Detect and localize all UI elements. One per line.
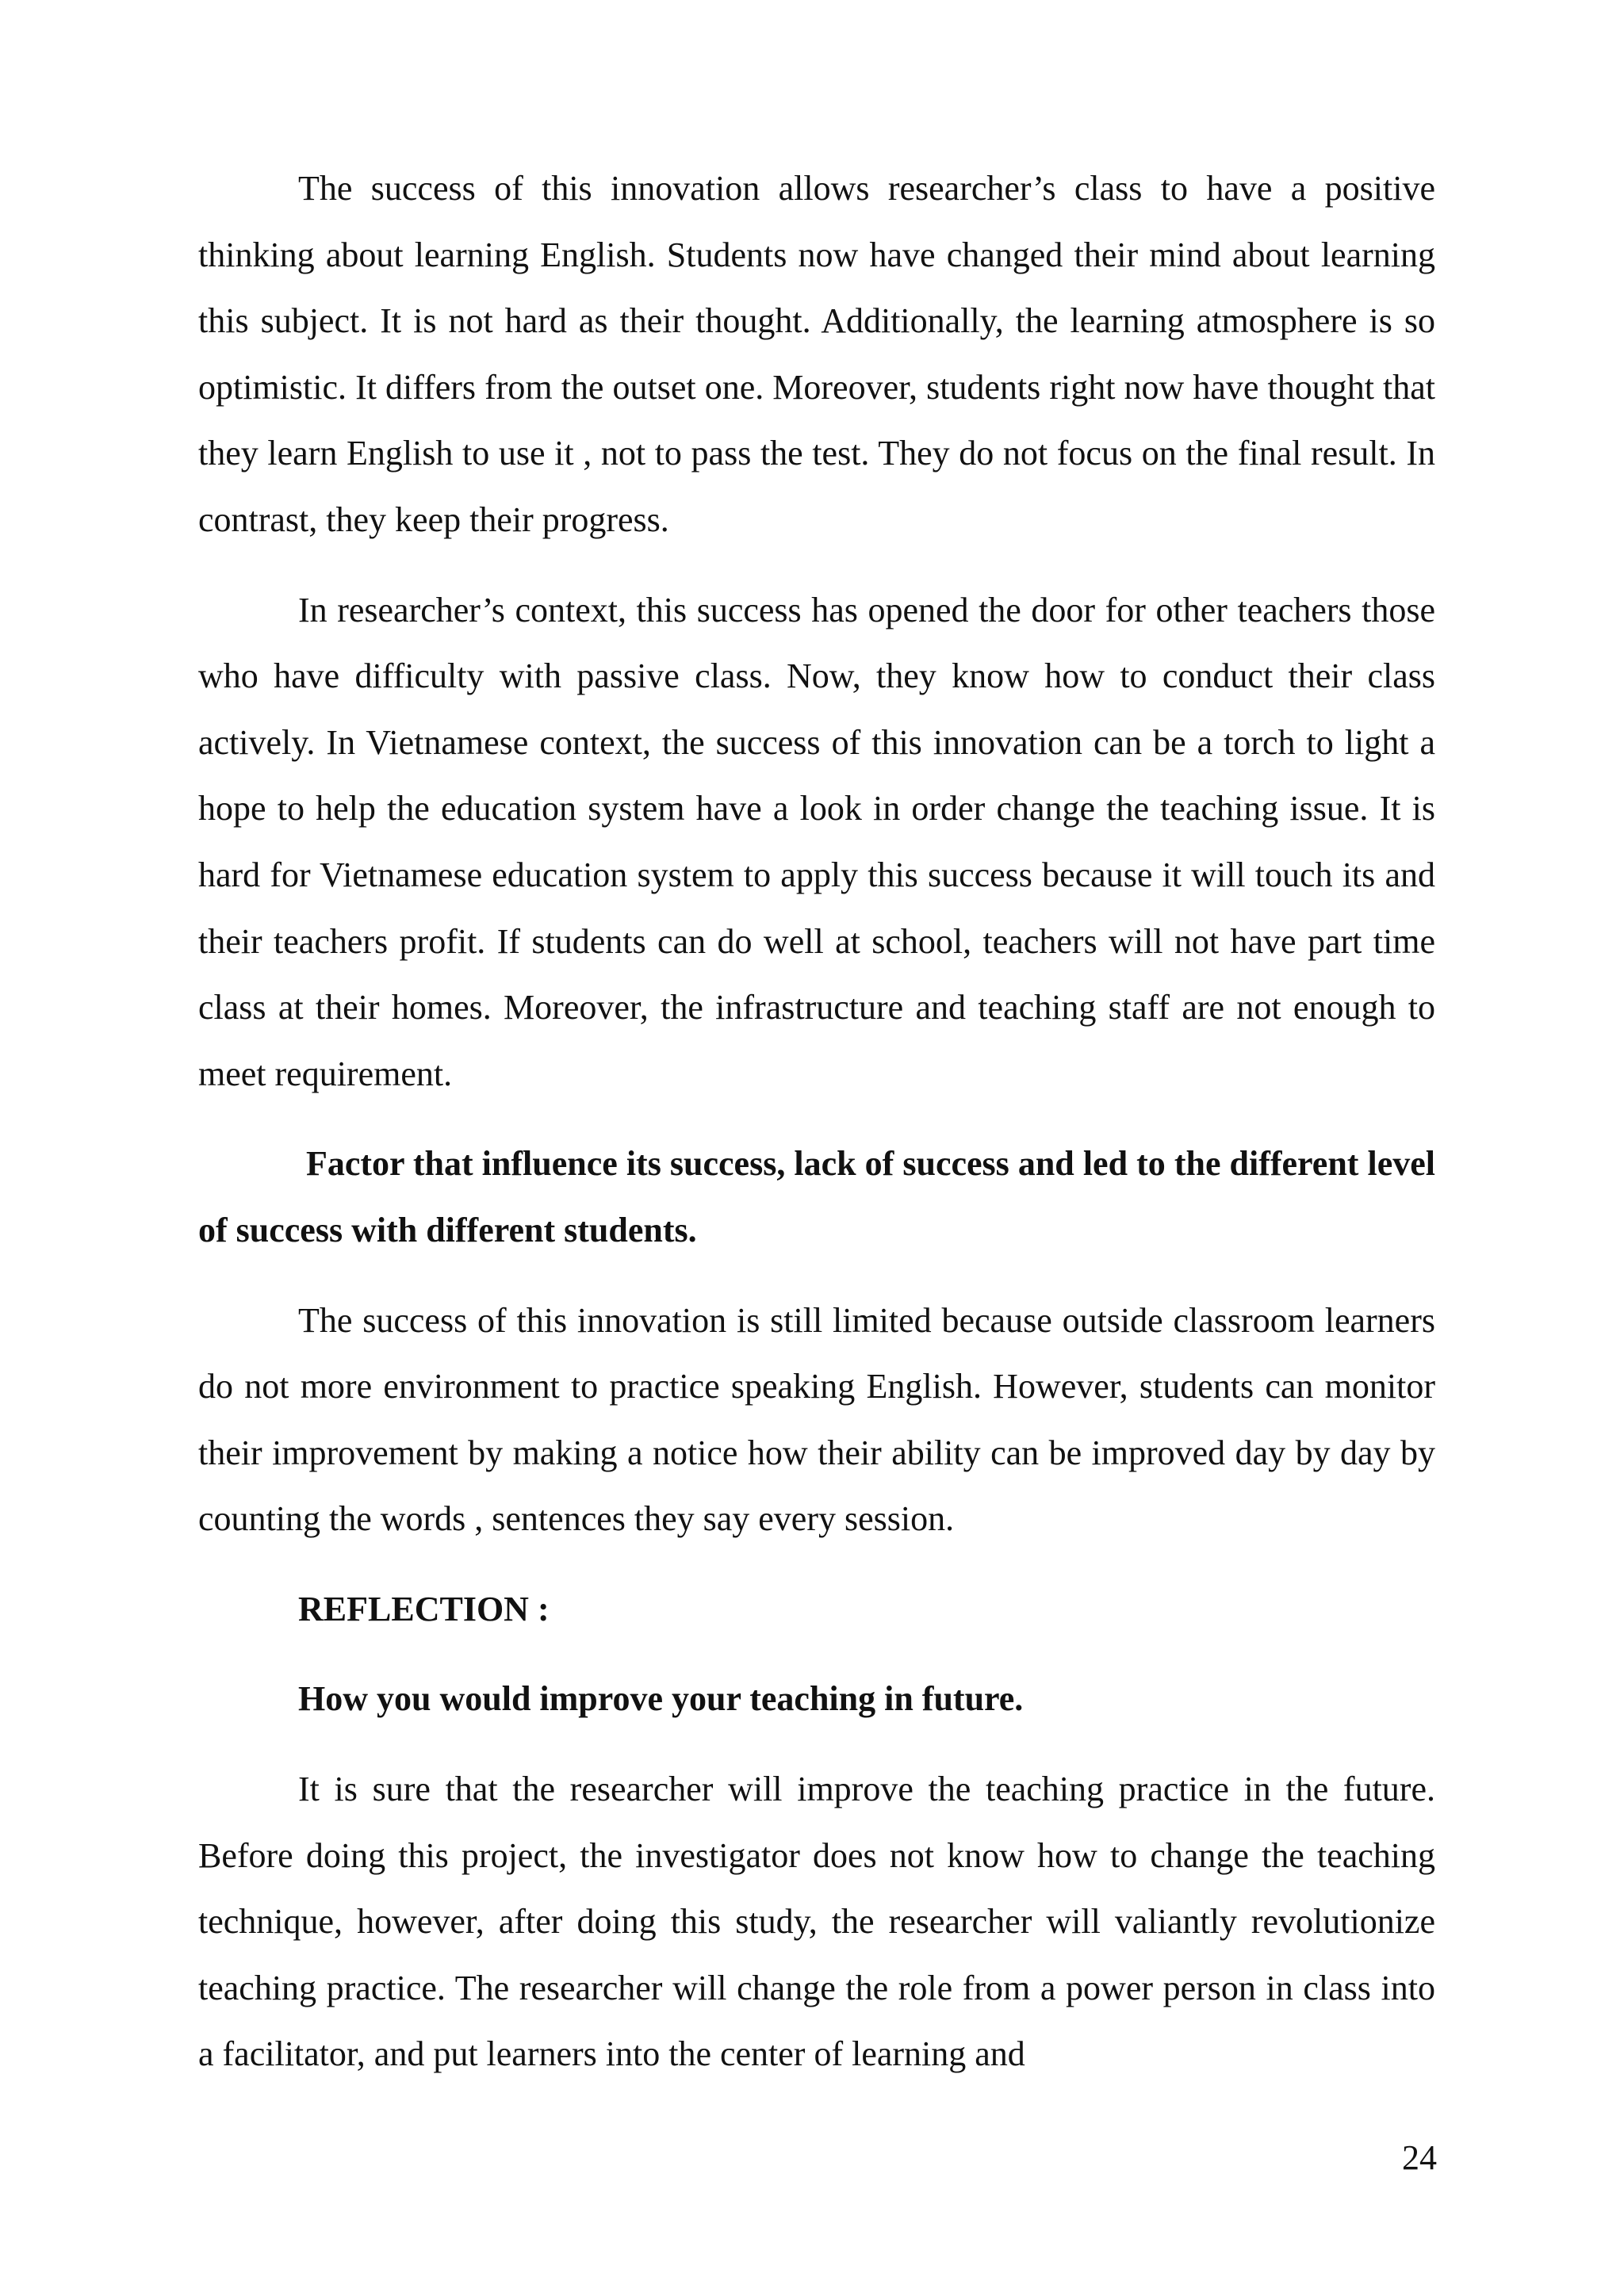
page-number: 24	[1402, 2138, 1437, 2177]
heading-reflection: REFLECTION :	[298, 1589, 550, 1628]
paragraph-researcher-context: In researcher’s context, this success has opened the door for other teachers those who have difficulty with passive class. Now, they know how to conduct their class actively. In Vietnamese context, the success of this innovation can be a torch to light a hope to help the education system have a look in order change the teaching issue. It is hard for Vietnamese education system to apply this success because it will touch its and their teachers profit. If students can do well at school, teachers will not have part time class at their homes. Moreover, the infrastructure and teaching staff are not enough to meet requirement.	[198, 590, 1435, 1093]
paragraph-limited-success: The success of this innovation is still limited because outside classroom learners do not more environment to practice speaking English. However, students can monitor their improvement by making a notice how their ability can be improved day by day by counting the words , sentences they say every session.	[198, 1300, 1435, 1539]
heading-success-factors: Factor that influence its success, lack of success and led to the different level of success with different students.	[198, 1144, 1435, 1249]
document-page	[198, 155, 1435, 2087]
heading-improve-teaching: How you would improve your teaching in future.	[298, 1679, 1024, 1719]
paragraph-future-teaching: It is sure that the researcher will improve the teaching practice in the future. Before doing this project, the investigator does not know how to change the teaching technique, however, after doing this study, the researcher will valiantly revolutionize teaching practice. The researcher will change the role from a power person in class into a facilitator, and put learners into the center of learning and	[198, 1770, 1435, 2074]
paragraph-innovation-success: The success of this innovation allows researcher’s class to have a positive thinking about learning English. Students now have changed their mind about learning this subject. It is not hard as their thought. Additionally, the learning atmosphere is so optimistic. It differs from the outset one. Moreover, students right now have thought that they learn English to use it , not to pass the test. They do not focus on the final result. In contrast, they keep their progress.	[198, 169, 1435, 539]
